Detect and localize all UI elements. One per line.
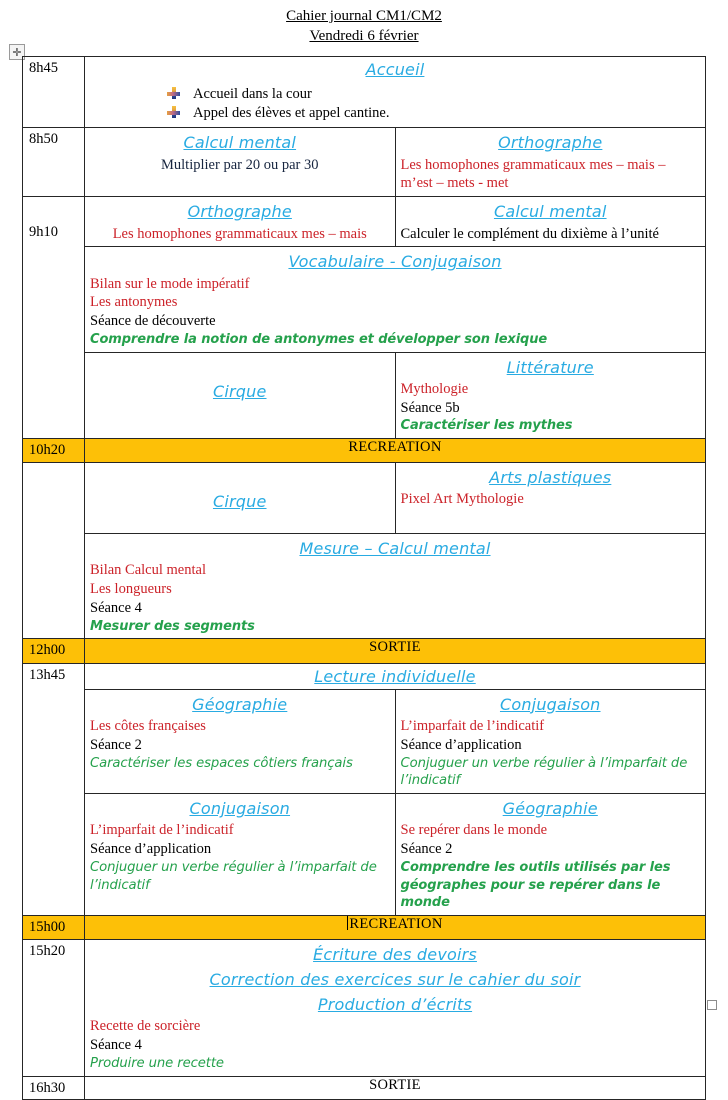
notion-text: Pixel Art Mythologie bbox=[400, 491, 524, 508]
subject-geographie: Géographie bbox=[502, 799, 598, 819]
subject-calcul-mental: Calcul mental bbox=[493, 202, 607, 222]
table-resize-handle[interactable] bbox=[707, 1000, 717, 1010]
notion-text: L’imparfait de l’indicatif bbox=[90, 822, 234, 839]
cell-9h10-right bbox=[395, 197, 706, 247]
cell-conjugaison-2 bbox=[85, 794, 396, 916]
notion-text: Les antonymes bbox=[90, 294, 178, 311]
subject-cirque: Cirque bbox=[212, 492, 267, 512]
table-row bbox=[23, 352, 706, 438]
list-item bbox=[85, 104, 705, 123]
seance-text: Séance 5b bbox=[400, 399, 460, 416]
notion-text: Recette de sorcière bbox=[90, 1018, 201, 1035]
subject-conjugaison: Conjugaison bbox=[189, 799, 291, 819]
cell-8h50-right bbox=[395, 128, 706, 197]
objectif-text: Comprendre la notion de antonymes et développer son lexique bbox=[90, 332, 548, 348]
detail-text: Multiplier par 20 ou par 30 bbox=[161, 156, 319, 173]
subject-accueil: Accueil bbox=[365, 60, 425, 79]
time-cell-15h20 bbox=[23, 939, 85, 1076]
notion-text: Les homophones grammaticaux mes – mais – m’est – mets - met bbox=[400, 156, 666, 192]
table-row bbox=[23, 663, 706, 689]
banner-sortie-soir: SORTIE bbox=[85, 1076, 706, 1099]
cell-9h10-left bbox=[85, 197, 396, 247]
table-row bbox=[23, 197, 706, 247]
table-row bbox=[23, 639, 706, 663]
cell-mesure bbox=[85, 534, 706, 639]
objectif-text: Conjuguer un verbe régulier à l’imparfait de l’indicatif bbox=[90, 860, 377, 893]
accueil-bullet-list bbox=[85, 82, 705, 127]
objectif-text: Mesurer des segments bbox=[90, 618, 255, 634]
cell-lecture-individuelle bbox=[85, 663, 706, 689]
notion-text: Mythologie bbox=[400, 380, 469, 397]
notion-text: Les longueurs bbox=[90, 581, 172, 598]
time-cell-9h10 bbox=[23, 197, 85, 439]
cell-vocabulaire bbox=[85, 247, 706, 352]
cell-cirque bbox=[85, 352, 396, 438]
daily-journal-table bbox=[22, 56, 706, 1100]
time-label: 15h20 bbox=[29, 942, 66, 959]
notion-text: Les homophones grammaticaux mes – mais bbox=[112, 225, 367, 242]
table-move-handle[interactable]: ✛ bbox=[9, 44, 25, 60]
cell-fin-journee bbox=[85, 939, 706, 1076]
time-label: 10h20 bbox=[23, 439, 84, 462]
cell-litterature bbox=[395, 352, 706, 438]
seance-text: Séance de découverte bbox=[90, 313, 216, 330]
time-label: 12h00 bbox=[23, 639, 84, 662]
detail-text: Calculer le complément du dixième à l’unité bbox=[400, 225, 659, 242]
notion-text: Se repérer dans le monde bbox=[400, 822, 548, 839]
seance-text: Séance 2 bbox=[400, 841, 453, 858]
table-row bbox=[23, 534, 706, 639]
table-row bbox=[23, 1076, 706, 1099]
banner-recreation-matin: RECREATION bbox=[85, 439, 706, 463]
subject-correction-exercices: Correction des exercices sur le cahier du soir bbox=[209, 970, 581, 990]
accueil-cell bbox=[85, 57, 706, 128]
table-row bbox=[23, 247, 706, 352]
title-line-2: Vendredi 6 février bbox=[309, 28, 419, 45]
subject-geographie: Géographie bbox=[192, 694, 288, 714]
time-cell-13h45 bbox=[23, 663, 85, 915]
subject-lecture-individuelle: Lecture individuelle bbox=[314, 666, 476, 686]
banner-recreation-aprem bbox=[85, 915, 706, 939]
time-label: 9h10 bbox=[29, 224, 58, 241]
subject-mesure-calcul-mental: Mesure – Calcul mental bbox=[299, 539, 491, 559]
cell-8h50-left bbox=[85, 128, 396, 197]
notion-text: L’imparfait de l’indicatif bbox=[400, 717, 545, 734]
cell-geographie-1 bbox=[85, 689, 396, 794]
time-label: 16h30 bbox=[29, 1079, 66, 1096]
subject-orthographe: Orthographe bbox=[498, 133, 603, 153]
table-row bbox=[23, 794, 706, 916]
notion-text: Bilan Calcul mental bbox=[90, 562, 206, 579]
bullet-text: Accueil dans la cour bbox=[193, 86, 312, 103]
subject-vocabulaire-conjugaison: Vocabulaire - Conjugaison bbox=[288, 252, 502, 272]
subject-production-ecrits: Production d’écrits bbox=[317, 995, 473, 1015]
subject-conjugaison: Conjugaison bbox=[499, 694, 601, 714]
objectif-text: Conjuguer un verbe régulier à l’imparfait de l’indicatif bbox=[400, 755, 688, 789]
subject-ecriture-devoirs: Écriture des devoirs bbox=[313, 944, 477, 964]
notion-text: Bilan sur le mode impératif bbox=[90, 275, 250, 292]
bullet-text: Appel des élèves et appel cantine. bbox=[193, 105, 390, 122]
page-title bbox=[0, 0, 728, 47]
time-cell-8h45 bbox=[23, 57, 85, 128]
time-label: 15h00 bbox=[23, 916, 84, 939]
bullet-cross-icon bbox=[167, 106, 181, 120]
table-row bbox=[23, 463, 706, 534]
subject-arts-plastiques: Arts plastiques bbox=[489, 468, 612, 488]
objectif-text: Caractériser les mythes bbox=[400, 418, 573, 434]
notion-text: Les côtes françaises bbox=[90, 717, 206, 734]
time-cell-empty-1 bbox=[23, 463, 85, 639]
objectif-text: Caractériser les espaces côtiers français bbox=[90, 755, 353, 771]
seance-text: Séance d’application bbox=[90, 841, 212, 858]
seance-text: Séance 2 bbox=[90, 736, 142, 753]
seance-text: Séance d’application bbox=[400, 736, 522, 753]
subject-litterature: Littérature bbox=[506, 357, 594, 377]
time-cell-12h00 bbox=[23, 639, 85, 663]
table-row bbox=[23, 57, 706, 128]
cell-cirque-2 bbox=[85, 463, 396, 534]
table-row bbox=[23, 128, 706, 197]
list-item bbox=[85, 85, 705, 104]
subject-orthographe: Orthographe bbox=[187, 202, 292, 222]
objectif-text: Produire une recette bbox=[90, 1056, 224, 1072]
seance-text: Séance 4 bbox=[90, 1037, 142, 1054]
banner-label: RECREATION bbox=[349, 915, 443, 932]
bullet-cross-icon bbox=[167, 87, 181, 101]
time-cell-10h20 bbox=[23, 439, 85, 463]
table-row bbox=[23, 439, 706, 463]
time-cell-16h30 bbox=[23, 1076, 85, 1099]
time-label: 8h50 bbox=[29, 131, 58, 148]
cell-conjugaison-1 bbox=[395, 689, 706, 794]
time-cell-8h50 bbox=[23, 128, 85, 197]
table-row bbox=[23, 915, 706, 939]
time-cell-15h00 bbox=[23, 915, 85, 939]
table-row bbox=[23, 689, 706, 794]
time-label: 13h45 bbox=[29, 666, 66, 683]
title-line-1: Cahier journal CM1/CM2 bbox=[286, 8, 442, 24]
subject-cirque: Cirque bbox=[212, 381, 267, 401]
table-row bbox=[23, 939, 706, 1076]
cell-arts-plastiques bbox=[395, 463, 706, 534]
time-label: 8h45 bbox=[29, 60, 58, 76]
subject-calcul-mental: Calcul mental bbox=[183, 133, 297, 153]
cell-geographie-2 bbox=[395, 794, 706, 916]
objectif-text: Comprendre les outils utilisés par les géographes pour se repérer dans le monde bbox=[400, 860, 671, 911]
seance-text: Séance 4 bbox=[90, 600, 142, 617]
banner-sortie-midi: SORTIE bbox=[85, 639, 706, 663]
